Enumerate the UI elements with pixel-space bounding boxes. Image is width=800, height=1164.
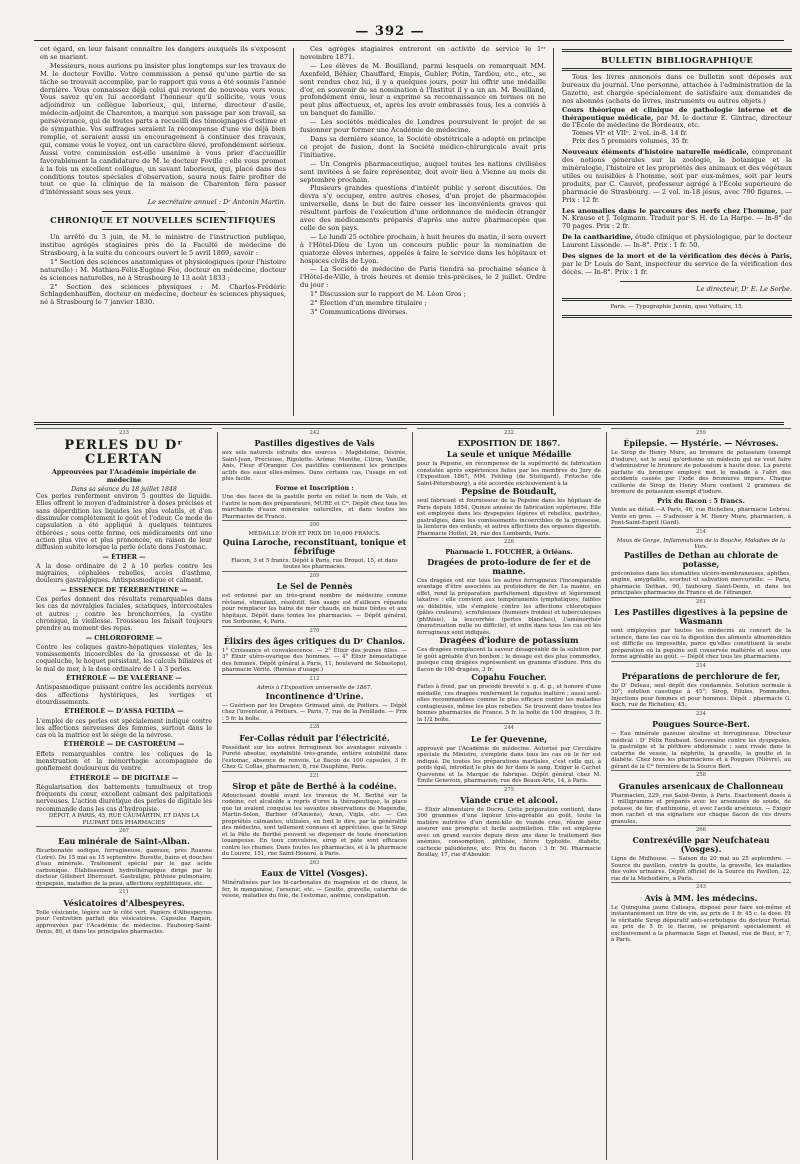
ad-heading: Pharmacie L. FOUCHER, à Orléans.: [445, 547, 573, 556]
ad-title: Le Sel de Pennès: [276, 581, 353, 592]
ad-text: aux sels naturels extraits des sources : Magdeleine, Désirée, Saint-Jean, Précieuse, Rigolette. Arôme: Menthe, Citron, Vanille, Anis, Fleur d'Oranger. Ces pastilles contiennent les principes actifs des eaux elles-mêmes. Dans certains cas, l'usage en est plus facile.: [222, 450, 407, 483]
ad-subtitle: Dans sa séance du 18 juillet 1848: [71, 485, 177, 493]
book-entry: [562, 253, 792, 277]
ad-text: Possédant sur les autres ferrugineux les avantages suivants : Pureté absolue, oxydabilité très-grande, entière solubilité dans l'estomac, absence de renvois. Le flacon de 100 capsules, 3 fr. Chez G. Collas, pharmacien, 8, rue Dauphine, Paris.: [222, 744, 407, 771]
ad-number: 244: [417, 723, 601, 732]
ad-number: 259: [611, 428, 791, 437]
ad-number: 233: [36, 428, 212, 437]
ad-depot: DÉPOT, A PARIS, 45, RUE CAUMARTIN, ET DANS LA PLUPART DES PHARMACIES: [48, 813, 200, 826]
ad-number: 228: [222, 722, 407, 731]
ad-title: Quina Laroche, reconstituant, tonique et fébrifuge: [222, 536, 407, 556]
ad-text: L'emploi de ces perles est spécialement indiqué contre les affections nerveuses des femmes, surtout dans le cas où la matrice est le siège de la névrose.: [36, 717, 212, 740]
double-rule: [562, 49, 792, 52]
ad-text: sont employées par toutes les médecins au concert de la science, dans les cas où la digestion des aliments albuminoïdes est difficile ou impossible, parce qu'elles constituent la seule préparation où la pepsine soit conservée inaltérée et sous une forme agréable au goût. — Dépôt chez tous les pharmaciens.: [611, 628, 791, 661]
divider: [102, 211, 225, 212]
section-heading: CHRONIQUE ET NOUVELLES SCIENTIFIQUES: [50, 215, 276, 226]
ad-text: Le Quinquina jaune Calisaya, disposé pour faire soi-même et instantanément un litre de vin, au prix de 1 fr. 45 c. la dose. Et le véritable Sirop dépuratif anti-scorbutique du docteur Portal, au prix de 5 fr. le flacon, se préparent spécialement et exclusivement à la pharmacie Sage et Danzel, rue de Buci, nᵒ 7, à Paris.: [611, 904, 791, 944]
paragraph: cet égard, en leur faisant connaître les dangers auxquels ils s'exposent en se mariant.: [40, 46, 286, 61]
ad-award: MÉDAILLE D'OR ET PRIX DE 16,600 FRANCS.: [248, 531, 381, 538]
ad-title: La seule et unique Médaille: [446, 449, 572, 460]
editorial-column-2: [300, 46, 546, 418]
ad-text: Ces perles renferment environ 5 gouttes de liquide. Elles offrent le moyen d'administrer à doses précises et sans déperdition les liquides les plus volatils, et d'en dissimuler complètement le goût et l'odeur. Ce mode de capsulation a été appliqué à quelques teintures éthérées ; sous cette forme, ces médicaments ont une action plus vive et plus prononcée, en raison de leur diffusion subite lorsque la perle éclate dans l'estomac.: [36, 493, 212, 552]
ad-title: Dragées de proto-iodure de fer et de manne.: [427, 556, 591, 576]
column-divider: [412, 432, 413, 1160]
ad-text: du Dʳ Deleau, seul dépôt des condamnés. Solution normale à 30°; solution caustique à 45°; Sirop, Pilules, Pommades, Injections pour femmes et pour hommes. Dépôt : pharmacie G. Koch, rue de Richelieu, 45.: [611, 682, 791, 709]
book-title: Cours théorique et clinique de pathologie interne et de thérapeutique médicale,: [562, 105, 792, 122]
book-title: Les anomalies dans le parcours des nerfs chez l'homme,: [562, 206, 778, 215]
paragraph: — Les élèves de M. Bouilland, parmi lesquels on remarquait MM. Axenfeld, Béhier, Chauffard, Empis, Gubler, Potin, Tardieu, etc., etc., se sont rendus chez lui, il y a quelques jours, pour lui offrir une médaille d'or, en souvenir de sa nomination à l'Institut il y a un an. M. Bouilland, profondément ému, leur a exprimé sa reconnaissance en termes on ne peut plus affectueux, et, après les avoir embrassés tous, les a conviés à un banquet de famille.: [300, 61, 546, 118]
ad-title: Dragées d'iodure de potassium: [439, 635, 579, 646]
ad-text: Pharmacien, 229, rue Saint-Denis, à Paris. Exactement dosés à 1 milligramme et préparés avec les arseniates de soude, de potasse, de fer, d'antimoine, et avec l'acide arsénieux. — Exiger mon cachet et ma signature sur chaque flacon de ces divers granules.: [611, 792, 791, 825]
ad-title: Avis à MM. les médecins.: [644, 892, 758, 903]
ad-number: 209: [222, 571, 407, 580]
paragraph: Ces agrégés stagiaires entreront en activité de service le 1ᵉʳ novembre 1871.: [300, 46, 546, 61]
ad-number: 214: [611, 527, 791, 536]
ad-text: Bicarbonatée sodique, ferrugineuse, gazeuse, près Roanne (Loire). Du 15 mai au 15 septembre. Buvette, bains et douches d'eau minérale. Traitement spécial par le gaz acide carbonique. Établissement hydrothérapique dirigé par le docteur Gillebert Dhercourt. Gastralgie, phthisie pulmonaire, dyspepsie, maladies de la peau, affections syphilitiques, etc.: [36, 848, 212, 887]
paragraph: 1° Section des sciences anatomiques et physiologiques (pour l'histoire naturelle) : M. Mathieu-Félix-Eugène Fée, docteur en médecine, docteur ès sciences naturelles, né à Strasbourg le 13 août 1833 ;: [40, 257, 286, 282]
ad-number: 263: [222, 858, 407, 867]
ad-heading: Forme et Inscription :: [275, 483, 354, 492]
book-details: comprenant des notions générales sur la zoologie, la botanique et la minéralogie, l'histoire et les propriétés des animaux et des végétaux utiles ou nuisibles à l'homme, soit par eux-mêmes, soit par leurs produits, par C. Cauvet, professeur agrégé à l'École supérieure de pharmacie de Strasbourg. — 2 vol. in-18 jésus, avec 790 figures. — Prix : 12 fr.: [562, 148, 792, 204]
ad-text: Flacon, 3 et 5 francs. Dépôt à Paris, rue Drouot, 15, et dans toutes les pharmacies.: [231, 557, 398, 571]
paragraph: — Les sociétés médicales de Londres poursuivent le projet de se fusionner pour former une Académie de médecine.: [300, 118, 546, 135]
ad-text: — Eau minérale gazeuse alcaline et ferrugineuse. Directeur médical : Dʳ Félix Roubaud. Souveraine contre les dyspepsies, la gastralgie et la pléthore abdominale ; sans rivale dans le catarrhe de vessie, la néphrite, la gravelle, la goutte et le diabète. Chez tous les pharmaciens et à Pougues (Nièvre), au gérant de la Cⁱᵉ fermière de la Source Bert.: [611, 731, 791, 770]
divider: [620, 281, 735, 282]
ad-heading: — ÉTHER —: [102, 552, 146, 561]
ad-text: Adoucissant doublé avant les travaux de M. Berthé sur la codéine, cet alcaloïde a repris d'ores la thérapeutique, la place que lui avaient conquise les savantes observations de Magendie, Martin-Solon, Barbier (d'Amiens), Aran, Vigla, etc. — Ces propriétés calmantes, utilisées, en font le dire, par la généralité des médecins, sont tellement connues et appréciées, que le Sirop et la Pâte de Berthé peuvent se dispenser de toute énonciation louangeuse. En toux convulsive, sirop et pâte sont efficaces contre les rhumes. Dans toutes les pharmacies, et à la pharmacie du Louvre, 151, rue Saint-Honoré, à Paris.: [222, 792, 407, 858]
paragraph: Un arrêté du 3 juin, de M. le ministre de l'instruction publique, institue agrégés stagiaires près de la Faculté de médecine de Strasbourg, à la suite du concours ouvert le 5 avril 1869, savoir :: [40, 233, 286, 257]
ad-heading: ÉTHÉROLÉ — D'ASSA FŒTIDA —: [64, 707, 184, 716]
paragraph: Dans sa dernière séance, la Société obstétricale a adopté en principe ce projet de fusion, dont la Société médico-chirurgicale avait pris l'initiative.: [300, 134, 546, 159]
ad-text: seul fabricant et fournisseur de la Pepsine dans les hôpitaux de Paris depuis 1854. Quinze années de fabrication supérieure. Elle est employée dans les dyspepsies légères et rebelles, gastrites, gastralgies, dans les vomissements incoercibles de la grossesse, la lienterie des enfants, et autres affections des organes digestifs. Pharmacie Hottot, 24, rue des Lombards, Paris.: [417, 498, 601, 537]
printer-imprint: Paris. — Typographie Jannin, quai Voltaire, 15.: [610, 303, 744, 310]
book-details: étude clinique et physiologique, par le docteur Laurent Lissonde. — In-8°. Prix : 1 fr. 50.: [562, 233, 792, 250]
book-title: De la cantharidine,: [562, 233, 633, 242]
ad-text: Une des faces de la pastille porte en relief le nom de Vals, et l'autre le nom des préparateurs, MURE et Cⁱᵉ. Dépôt chez tous les marchands d'eaux minérales naturelles, et dans toutes les Pharmacies de France.: [222, 494, 407, 520]
book-title: Des signes de la mort et de la vérification des décès à Paris,: [562, 252, 792, 261]
bibliography-heading: BULLETIN BIBLIOGRAPHIQUE: [600, 55, 754, 65]
book-details: par N. Krause et J. Telgmann. Traduit par S. H. de La Harpe. — In-8° de 70 pages. Prix : 2 fr.: [562, 206, 792, 231]
ad-title: Épilepsie. — Hystérie. — Névroses.: [623, 438, 779, 449]
ad-title: PERLES DU Dʳ CLERTAN: [64, 438, 184, 468]
ad-text: Régularisation des battements tumultueux et trop fréquents du cœur, excellent calmant des palpitations nerveuses. L'action diurétique des perles de digitale les recommande dans les cas d'hydropisie.: [36, 783, 212, 813]
book-entry: [562, 234, 792, 250]
ad-text: Antispasmodique puissant contre les accidents nerveux des affections hystériques, les vertiges et étourdissements.: [36, 684, 212, 706]
advertisement-column-1: [36, 428, 212, 1160]
ad-number: 275: [417, 785, 601, 794]
ad-text: Toile vésicante, légère sur le côté vert. Papiers d'Albespeyres pour l'entretien parfait des vésicatoires. Capsules Raquin, approuvées par l'Académie de médecine. Faubourg-Saint-Denis, 80, et dans les principales pharmacies.: [36, 909, 212, 936]
paragraph: Messieurs, nous aurions pu insister plus longtemps sur les travaux de M. le docteur Foville. Votre commission a pensé qu'une partie de sa tâche se trouvait accomplie, par le rapport qui vous a été soumis l'année dernière. Vous connaissez déjà celui qui revient de nouveau vers vous. Vous savez qu'en lui accordant l'honneur qu'il sollicite, vous vous adjoindrez un collègue laborieux, qui, interne, directeur d'asile, médecin-adjoint de Charenton, a marqué son passage par son travail, sa persévérance, qui de toutes parts a recueilli des témoignages d'estime et de sympathie. Vos suffrages seraient la récompense d'une vie déjà bien remplie, et seraient aussi un encouragement à continuer des travaux, qui, comme vous le voyez, ont un caractère élevé, profondément sérieux. Aussi votre commission est-elle unanime à vous prier d'accueillir favorablement la candidature de M. le docteur Foville ; elle vous promet à la fois un excellent collègue, un savant laborieux, qui, placé dans des conditions toutes spéciales d'observation, saura nous faire profiter de tout ce que la clinique de la maison de Charenton fera passer d'intéressant sous ses yeux.: [40, 61, 286, 197]
ad-title: Viande crue et alcool.: [460, 794, 558, 805]
advertisement-separator: [34, 422, 784, 425]
ad-title: EXPOSITION DE 1867.: [457, 438, 561, 449]
ad-number: 267: [36, 826, 212, 835]
ad-heading: — CHLOROFORME —: [85, 633, 163, 642]
paragraph: 2° Élection d'un membre titulaire ;: [310, 299, 427, 308]
ad-text: préconisées dans les stomatites ulcéro-membraneuses, aphthes, angine, amygdalite, scorbut et salivation mercurielle. — Paris, pharmacie Dethan, 90, faubourg Saint-Denis, et dans les principales pharmacies de France et de l'étranger.: [611, 570, 791, 597]
ad-text: — Guérison par les Dragées Grimaud aîné, de Poitiers. — Dépôt chez l'inventeur, à Poitiers. — Paris, 7, rue de la Feuillade. — Prix : 5 fr. la boîte.: [222, 702, 407, 722]
book-details: par M. le docteur E. Gintrac, directeur de l'École de médecine de Bordeaux, etc.: [562, 113, 792, 130]
advertisement-column-3: [417, 428, 601, 1160]
ad-title: Copahu Foucher.: [471, 672, 547, 683]
ad-title: Les Pastilles digestives à la pepsine de Wasmann: [614, 607, 788, 627]
ad-text: Effets remarquables contre les coliques de la menstruation et la ménorrhagie accompagnée de gonflement douloureux du ventre.: [36, 750, 212, 773]
advertisement-column-4: [611, 428, 791, 1160]
ad-title: Pastilles digestives de Vals: [254, 438, 375, 449]
signature: Le secrétaire annuel : Dʳ Antonin Martin.: [147, 198, 286, 207]
ad-number: 200: [222, 520, 407, 529]
ad-text: Contre les coliques gastro-hépatiques violentes, les vomissements incoercibles de la grossesse et de la coqueluche, le hoquet persistant, les calculs biliaires et le mal de mer, à la dose ordinaire de 1 à 3 perles.: [36, 643, 212, 673]
ad-subtitle: Approuvées par l'Académie impériale de médecine: [51, 468, 197, 484]
book-entry: [562, 208, 792, 232]
ad-title: Granules arsenicaux de Challonneau: [618, 780, 784, 791]
ad-text: Ces perles donnent des résultats remarquables dans les cas de névralgies faciales, sciatiques, intercostales et autres ; contre les bronchorrées, la cystite chronique, la vieillesse. Trousseau les faisait toujours prendre au moment des repas.: [36, 596, 212, 633]
editorial-column-1: [40, 46, 286, 418]
book-entry: [562, 107, 792, 147]
ad-number: 221: [222, 771, 407, 780]
page-number: — 392 —: [355, 24, 425, 39]
column-divider: [553, 48, 554, 416]
ad-number: 226: [417, 537, 601, 546]
ad-text: A la dose ordinaire de 2 à 10 perles contre les migraines, céphalées rebelles, accès d'asthme, douleurs gastralgiques. Antispasmodique et calmant.: [36, 562, 212, 585]
paragraph: Plusieurs grandes questions d'intérêt public y seront discutées. On devra s'y occuper, entre autres choses, d'un projet de pharmacopée universelle, dans le but de faire cesser les inconvénients graves qui résultent parfois de l'exécution d'une ordonnance de médecin étranger avec des médicaments préparés d'après une autre pharmacopée que celle de son pays.: [300, 184, 546, 232]
ad-title: Préparations de perchlorure de fer,: [621, 670, 781, 681]
ad-title: Sirop et pâte de Berthé à la codéine.: [232, 780, 397, 791]
ad-text: — Élixir alimentaire de Ducro. Cette préparation contient, dans 300 grammes d'une liqueur très-agréable au goût, toute la matière nutritive d'un demi-kilo de viande crue, réunie pour assurer une prompte et facile assimilation. Elle est employée avec un grand succès depuis deux ans dans le traitement des anémies, consomption, phthisie, fièvre typhoïde, diabète, cachexie paludéenne, etc. Prix du flacon : 3 fr. 50. Pharmacie Boullay, 17, rue d'Aboukir.: [417, 806, 601, 859]
ad-text: Ces dragées ont sur tous les autres ferrugineux l'incomparable avantage d'être associées au protoiodure de fer. La manne, en effet, rend la préparation parfaitement digestive et légèrement laxative ; elle convient aux tempéraments lymphatiques, faibles ou débilités, elle s'emploie contre les affections chlorotiques (pâles couleurs), scrofuleuses (humeurs froides) et tuberculeuses (phthisie), la leucorrhée (pertes blanches), l'aménorrhée (menstruation nulle ou difficile), et enfin dans tous les cas où les ferrugineux sont indiqués.: [417, 577, 601, 636]
paragraph: — Un Congrès pharmaceutique, auquel toutes les nations civilisées sont invitées à se faire représenter, doit avoir lieu à Vienne au mois de septembre prochain.: [300, 159, 546, 184]
ad-heading: — ESSENCE DE TÉRÉBENTHINE —: [60, 585, 188, 594]
column-divider: [217, 432, 218, 1160]
ad-number: 261: [611, 597, 791, 606]
ad-number: 243: [611, 882, 791, 891]
ad-title: Eaux de Vittel (Vosges).: [261, 868, 368, 879]
ad-title: Vésicatoires d'Albespeyres.: [63, 897, 185, 908]
ad-text: Faites à froid, par un procédé breveté s. g. d. g., et honoré d'une médaille, ces dragées renferment le copahu inaltéré ; aussi sont-elles recommandées comme le plus efficace contre les maladies contagieuses, même les plus rebelles. Se trouvent dans toutes les bonnes pharmacies de France. 5 fr. la boîte de 100 dragées, 3 fr. la 1/2 boîte.: [417, 684, 601, 723]
ad-text: Ces dragées remplacent la saveur désagréable de la solution par le goût agréable d'un bonbon ; le dosage est des plus commodes, puisque cinq dragées représentent un gramme d'iodure. Prix du flacon de 100 dragées, 3 fr.: [417, 647, 601, 673]
ad-number: 266: [611, 825, 791, 834]
ad-price: Prix du flacon : 5 francs.: [657, 496, 745, 505]
ad-subtitle: Maux de Gorge, Inflammations de la Bouche, Maladies de la Voix.: [616, 537, 786, 551]
book-entry: [562, 149, 792, 204]
ad-number: 276: [222, 626, 407, 635]
ad-text: Minéralisées par les bi-carbonates de magnésie et de chaux, le fer, le manganèse, l'arsenic, etc. — Goutte, gravelle, catarrhe de vessie, maladies du foie, de l'estomac, anémie, constipation.: [222, 880, 407, 900]
ad-number: 212: [222, 674, 407, 683]
ad-title: Incontinence d'Urine.: [265, 690, 364, 701]
book-price: Prix des 5 premiers volumes, 35 fr.: [572, 137, 689, 146]
ad-number: 242: [222, 428, 407, 437]
ad-text: 1° Croissance et convalescence. — 2° Élixir des jeunes filles. — 3° Élixir utéro-ovarique des hommes. — 4° Élixir hémostatique des femmes. Dépôt général à Paris, 11, boulevard de Sébastopol, pharmacie Vérité. (Remise d'usage.): [222, 647, 407, 674]
paragraph: 3° Communications diverses.: [310, 308, 408, 316]
ad-subtitle: Admis à l'Exposition universelle de 1867.: [256, 685, 373, 692]
ad-text: approuvé par l'Académie de médecine. Autorisé par Circulaire spéciale du Ministre, s'emploie dans tous les cas où le fer est indiqué. De toutes les préparations martiales, c'est celle qui, à poids égal, introduit le plus de fer dans le sang. Exiger le Cachet Quevenne et la Marque de fabrique. Dépôt général chez M. Émile Genevoix, pharmacien, rue des Beaux-Arts, 14, à Paris.: [417, 745, 601, 785]
ad-number: 234: [611, 709, 791, 718]
ad-number: 258: [611, 770, 791, 779]
ad-title: Le fer Quevenne,: [470, 733, 548, 744]
ad-title: Pougues Source-Bert.: [652, 719, 750, 730]
ad-title: Pepsine de Boudault,: [461, 486, 557, 497]
ad-text: pour la Pepsine, en récompense de la supériorité de fabrication constatée après expériences faites par les membres du Jury de l'Exposition 1867, MM. Fehling (de Stuttgard), Fritzche (de Saint-Pétersbourg), a été accordée exclusivement à la: [417, 461, 601, 487]
bibliography-intro: Tous les livres annoncés dans ce bulletin sont déposés aux bureaux du journal. Une personne, attachée à l'administration de la Gazette, est chargée spécialement de satisfaire aux demandes de nos abonnés (achats de livres, instruments ou autres objets.): [562, 73, 792, 105]
double-rule: [562, 298, 792, 301]
ad-heading: ÉTHÉROLÉ — DE VALÉRIANE —: [66, 674, 182, 683]
book-details: par le Dʳ Louis de Sant, inspecteur du service de la vérification des décès. — In-8°. Prix : 1 fr.: [562, 259, 792, 276]
top-rule: [34, 40, 784, 41]
double-rule: [562, 68, 792, 71]
ad-title: Contrexéville par Neufchateau (Vosges).: [632, 835, 770, 855]
divider: [102, 229, 225, 230]
book-title: Nouveaux éléments d'histoire naturelle médicale,: [562, 148, 749, 157]
paragraph: 2° Section des sciences physiques : M. Charles-Frédéric Schlagdenhauffen, docteur en médecine, docteur ès sciences physiques, né à Strasbourg le 7 janvier 1830.: [40, 282, 286, 307]
column-divider: [606, 432, 607, 1160]
ad-text: Le Sirop de Henry Mure, au bromure de potassium (exempt d'iodure), est le seul qu'ordonne un médecin qui ne veut faire d'administrer le bromure de potassium à haute dose. La pureté parfaite du bromure employé met le malade à l'abri des accidents causés par l'iode des bromures impurs. Chaque cuillerée de Sirop de Henry Mure contient 2 grammes de bromure de potassium exempt d'iodure.: [611, 450, 791, 496]
director-signature: Le directeur, Dʳ E. Le Sorbe.: [696, 284, 792, 293]
paragraph: — Le lundi 25 octobre prochain, à huit heures du matin, il sera ouvert à l'Hôtel-Dieu de Lyon un concours public pour la nomination de quatorze élèves internes, appelés à faire le service dans les hôpitaux et hospices civils de Lyon.: [300, 232, 546, 265]
ad-text: Ligne de Mulhouse. — Saison du 20 mai au 25 septembre. — Source du pavillon, contre la goutte, la gravelle, les maladies des voies urinaires. Dépôt officiel de la Source du Pavillon, 22, rue de la Michodière, à Paris.: [611, 856, 791, 882]
ad-heading: ÉTHÉROLÉ — DE DIGITALE —: [69, 773, 179, 782]
double-rule: [562, 315, 792, 318]
ad-number: 214: [611, 661, 791, 670]
ad-heading: ÉTHÉROLÉ — DE CASTORÉUM —: [63, 740, 185, 749]
ad-text: Vente au détail.—A Paris, 46, rue Richelieu, pharmacie Lebrou. Vente en gros. — S'adresser à M. Henry Mure, pharmacien, à Pont-Saint-Esprit (Gard).: [611, 507, 791, 527]
ad-title: Fer-Collas réduit par l'électricité.: [239, 732, 390, 743]
advertisement-column-2: [222, 428, 407, 1160]
bibliography-column: [562, 46, 792, 418]
ad-number: 232: [417, 428, 601, 437]
ad-number: 211: [36, 887, 212, 896]
ad-title: Eau minérale de Saint-Alban.: [58, 836, 190, 847]
ad-text: est ordonné par un très-grand nombre de médecins comme réclamé, stimulant, résolutif. Son usage est d'ailleurs répandu pour remplacer les bains de mer chauds, en bains tièdes et aux hôpitaux. Dépôt dans toutes les pharmacies. — Dépôt général, rue Sorbonne, 4, Paris.: [222, 593, 407, 626]
book-details: Tomes VIᵉ et VIIᵉ. 2 vol. in-8. 14 fr.: [572, 129, 688, 138]
ad-title: Pastilles de Dethan au chlorate de potasse,: [624, 549, 778, 569]
paragraph: 1° Discussion sur le rapport de M. Léon Gros ;: [310, 290, 466, 299]
ad-title: Élixirs des âges critiques du Dʳ Chanlos.: [223, 635, 406, 646]
column-divider: [293, 48, 294, 416]
paragraph: — La Société de médecine de Paris tiendra sa prochaine séance à l'Hôtel-de-Ville, à trois heures et demie très-précises, le 2 juillet. Ordre du jour :: [300, 265, 546, 290]
